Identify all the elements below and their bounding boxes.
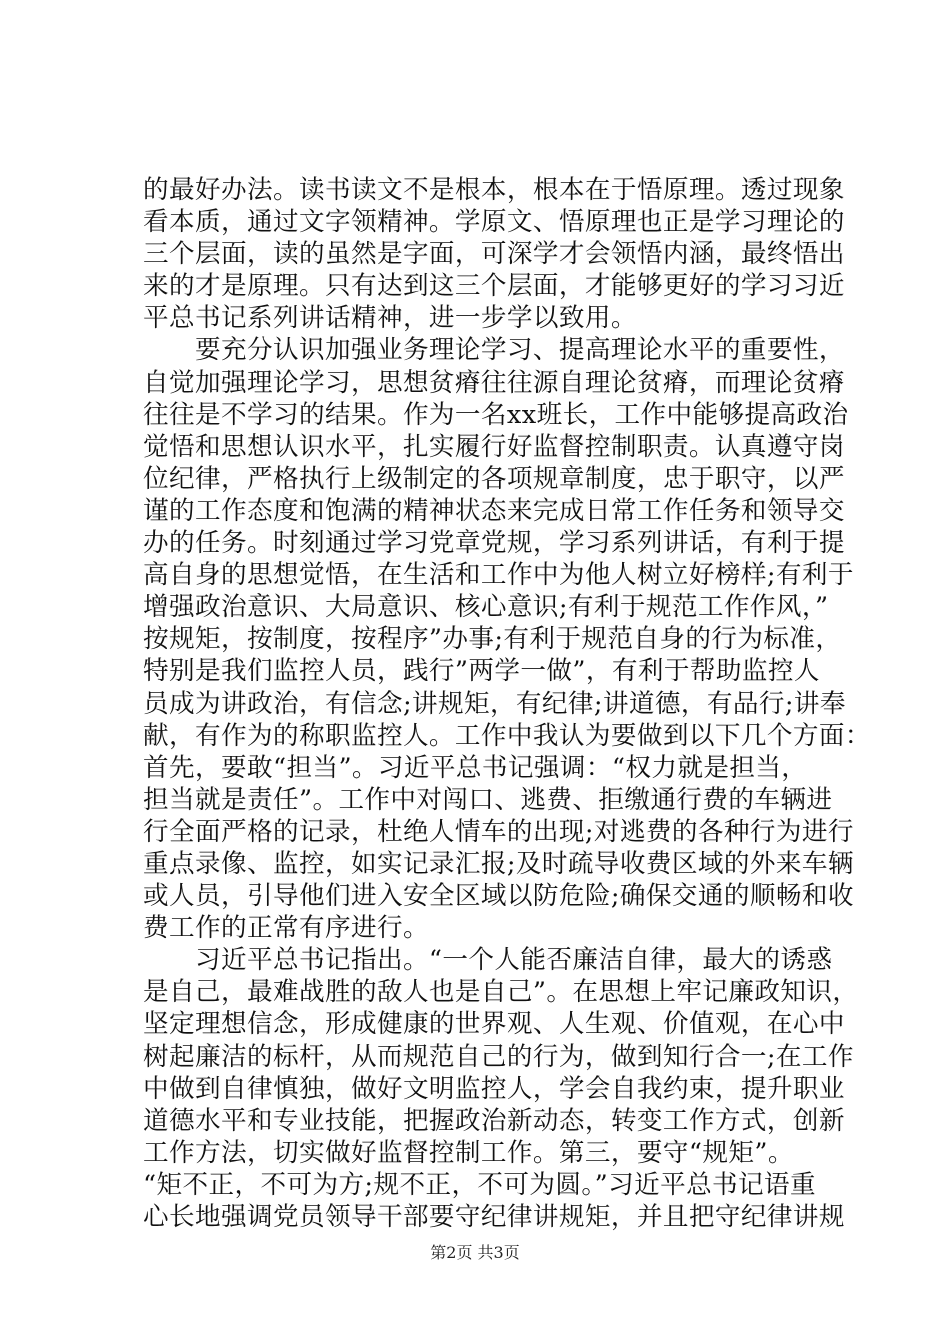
body-text xyxy=(143,174,871,1233)
text-line: 或人员，引导他们进入安全区域以防危险;确保交通的顺畅和收 xyxy=(143,881,854,912)
text-line: 心长地强调党员领导干部要守纪律讲规矩，并且把守纪律讲规 xyxy=(143,1202,845,1232)
text-line: 员成为讲政治，有信念;讲规矩，有纪律;讲道德，有品行;讲奉 xyxy=(143,688,846,719)
text-line: 坚定理想信念，形成健康的世界观、人生观、价值观，在心中 xyxy=(143,1009,845,1040)
text-line: 中做到自律慎独，做好文明监控人，学会自我约束，提升职业 xyxy=(143,1073,845,1104)
text-line: “矩不正，不可为方;规不正，不可为圆。”习近平总书记语重 xyxy=(143,1169,817,1200)
text-line: 行全面严格的记录，杜绝人情车的出现;对逃费的各种行为进行 xyxy=(143,816,854,847)
text-line: 觉悟和思想认识水平，扎实履行好监督控制职责。认真遵守岗 xyxy=(143,431,845,462)
text-line: 特别是我们监控人员，践行”两学一做”，有利于帮助监控人 xyxy=(143,656,820,687)
text-line: 自觉加强理论学习，思想贫瘠往往源自理论贫瘠，而理论贫瘠 xyxy=(143,367,845,398)
text-line: 办的任务。时刻通过学习党章党规，学习系列讲话，有利于提 xyxy=(143,528,845,559)
text-line: 来的才是原理。只有达到这三个层面，才能够更好的学习习近 xyxy=(143,271,845,302)
text-line: 首先，要敢“担当”。习近平总书记强调：“权力就是担当， xyxy=(143,752,808,783)
text-line: 献，有作为的称职监控人。工作中我认为要做到以下几个方面： xyxy=(143,720,871,751)
text-line: 担当就是责任”。工作中对闯口、逃费、拒缴通行费的车辆进 xyxy=(143,784,833,815)
text-line: 往往是不学习的结果。作为一名xx班长，工作中能够提高政治 xyxy=(143,399,849,430)
text-line: 增强政治意识、大局意识、核心意识;有利于规范工作作风，” xyxy=(143,592,829,623)
text-line: 谨的工作态度和饱满的精神状态来完成日常工作任务和领导交 xyxy=(143,495,845,526)
page-number-footer: 第2页 共3页 xyxy=(430,1243,520,1262)
text-line: 习近平总书记指出。“一个人能否廉洁自律，最大的诱惑 xyxy=(143,945,833,976)
text-line: 按规矩，按制度，按程序”办事;有利于规范自身的行为标准， xyxy=(143,624,842,655)
text-line: 的最好办法。读书读文不是根本，根本在于悟原理。透过现象 xyxy=(143,175,845,205)
text-line: 道德水平和专业技能，把握政治新动态，转变工作方式，创新 xyxy=(143,1105,845,1136)
text-line: 费工作的正常有序进行。 xyxy=(143,913,429,944)
text-line: 位纪律，严格执行上级制定的各项规章制度，忠于职守，以严 xyxy=(143,463,845,494)
text-line: 重点录像、监控，如实记录汇报;及时疏导收费区域的外来车辆 xyxy=(143,848,854,879)
text-line: 看本质，通过文字领精神。学原文、悟原理也正是学习理论的 xyxy=(143,207,845,238)
text-line: 是自己，最难战胜的敌人也是自己”。在思想上牢记廉政知识， xyxy=(143,977,859,1008)
text-line: 工作方法，切实做好监督控制工作。第三，要守“规矩”。 xyxy=(143,1137,794,1168)
text-line: 要充分认识加强业务理论学习、提高理论水平的重要性， xyxy=(143,335,845,366)
text-line: 三个层面，读的虽然是字面，可深学才会领悟内涵，最终悟出 xyxy=(143,239,845,270)
text-line: 高自身的思想觉悟，在生活和工作中为他人树立好榜样;有利于 xyxy=(143,560,854,591)
text-line: 树起廉洁的标杆，从而规范自己的行为，做到知行合一;在工作 xyxy=(143,1041,854,1072)
text-line: 平总书记系列讲话精神，进一步学以致用。 xyxy=(143,303,637,334)
